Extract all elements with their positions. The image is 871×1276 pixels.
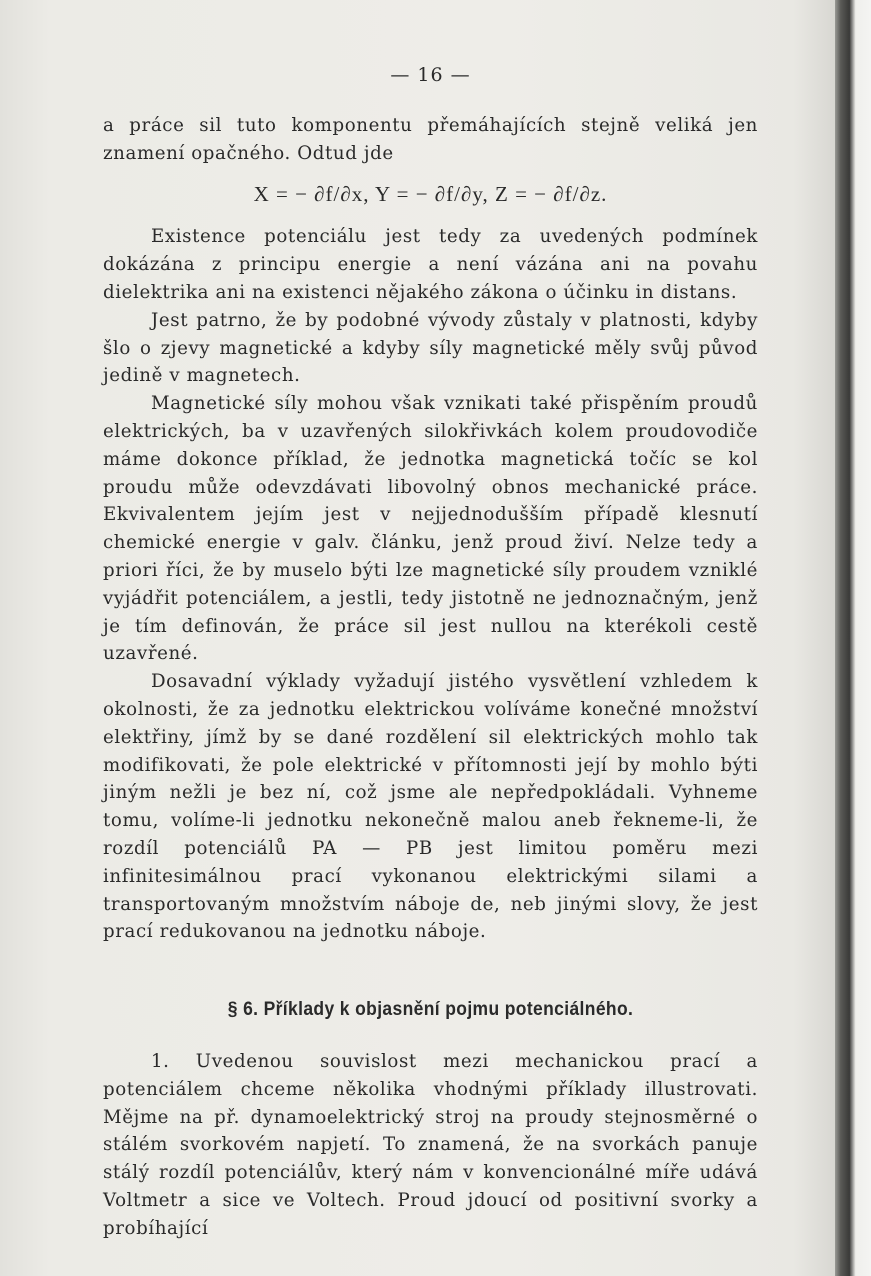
book-spine xyxy=(835,0,849,1276)
page-content xyxy=(103,62,758,1242)
formula: X = − ∂f/∂x, Y = − ∂f/∂y, Z = − ∂f/∂z. xyxy=(253,182,608,207)
paragraph-3: Jest patrno, že by podobné vývody zůstaly v platnosti, kdyby šlo o zjevy magnetické a kdyby síly magnetické měly svůj původ jedině v magnetech. xyxy=(103,309,758,387)
page-number: — 16 — xyxy=(390,64,471,86)
section-heading: § 6. Příklady k objasnění pojmu potenciálného. xyxy=(227,999,634,1021)
paragraph-2: Existence potenciálu jest tedy za uvedených podmínek dokázána z principu energie a není vázána ani na povahu dielektrika ani na existenci nějakého zákona o účinku in distans. xyxy=(103,226,758,303)
page-edge xyxy=(849,0,871,1276)
paragraph-1: a práce sil tuto komponentu přemáhajících stejně veliká jen znamení opačného. Odtud jde xyxy=(103,114,758,164)
paragraph-6: 1. Uvedenou souvislost mezi mechanickou prací a potenciálem chceme několika vhodnými příklady illustrovati. Mějme na př. dynamoelektrický stroj na proudy stejnosměrné o stálém svorkovém napjetí. To znamená, že na svorkách panuje stálý rozdíl potenciálův, který nám v konvencionálné míře udává Voltmetr a sice ve Voltech. Proud jdoucí od positivní svorky a probíhající xyxy=(103,1050,758,1239)
paragraph-4: Magnetické síly mohou však vznikati také přispěním proudů elektrických, ba v uzavřených silokřivkách kolem proudovodiče máme dokonce příklad, že jednotka magnetická točíc se kol proudu může odevzdávati libovolný obnos mechanické práce. Ekvivalentem jejím jest v nejjednodušším případě klesnutí chemické energie v galv. článku, jenž proud živí. Nelze tedy a priori říci, že by muselo býti lze magnetické síly proudem vzniklé vyjádřit potenciálem, a jestli, tedy jistotně ne jednoznačným, jenž je tím definován, že práce sil jest nullou na kterékoli cestě uzavřené. xyxy=(103,393,758,665)
paragraph-5: Dosavadní výklady vyžadují jistého vysvětlení vzhledem k okolnosti, že za jednotku elektrickou volíváme konečné množství elektřiny, jímž by se dané rozdělení sil elektrických mohlo tak modifikovati, že pole elektrické v přítomnosti její by mohlo býti jiným nežli je bez ní, což jsme ale nepředpokládali. Vyhneme tomu, volíme-li jednotku nekonečně malou aneb řekneme-li, že rozdíl potenciálů PA — PB jest limitou poměru mezi infinitesimálnou prací vykonanou elektrickými silami a transportovaným množstvím náboje de, neb jinými slovy, že jest prací redukovanou na jednotku náboje. xyxy=(103,671,758,943)
